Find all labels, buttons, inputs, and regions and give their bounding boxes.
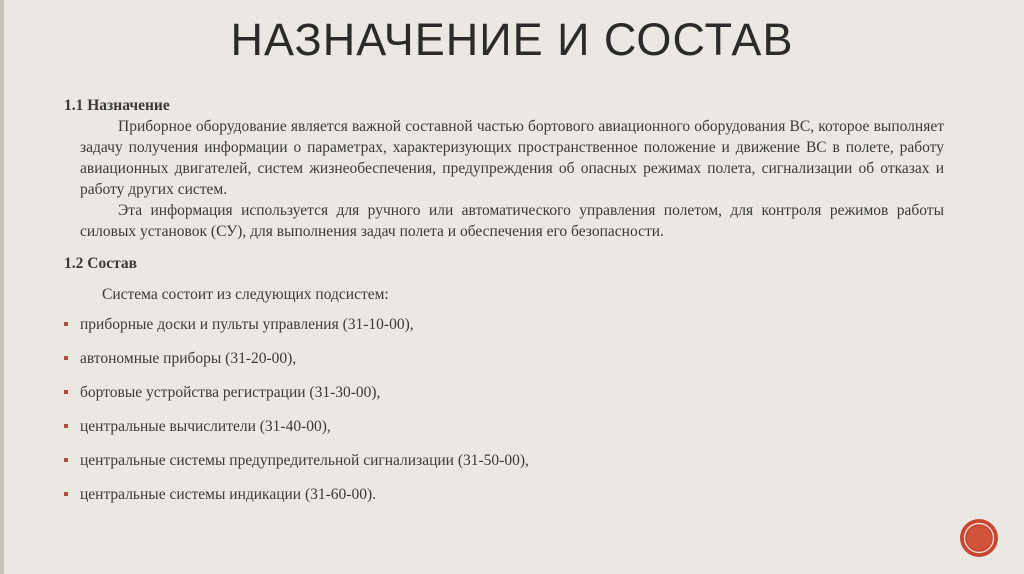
- section-2-heading: 1.2 Состав: [64, 255, 137, 272]
- list-item: [64, 450, 944, 484]
- list-item-text: центральные вычислители (31-40-00),: [80, 418, 331, 435]
- list-item-text: приборные доски и пульты управления (31-10-00),: [80, 316, 414, 333]
- bullet-icon: [64, 424, 68, 428]
- list-item: [64, 348, 944, 382]
- circle-badge-icon: [959, 518, 999, 558]
- section-1-paragraph-1: Приборное оборудование является важной составной частью бортового авиационного оборудования ВС, которое выполняет задачу получения информации о параметрах, характеризующих пространственное положение и движение ВС в полете, работу авиационных двигателей, систем жизнеобеспечения, предупреждения об опасных режимах полета, сигнализации об отказах и работу других систем.: [80, 118, 944, 198]
- bullet-icon: [64, 458, 68, 462]
- list-item: [64, 382, 944, 416]
- page-title: НАЗНАЧЕНИЕ И СОСТАВ: [230, 14, 794, 65]
- bullet-icon: [64, 356, 68, 360]
- list-item: [64, 484, 944, 518]
- list-item-text: центральные системы индикации (31-60-00).: [80, 486, 376, 503]
- list-item-text: центральные системы предупредительной сигнализации (31-50-00),: [80, 452, 529, 469]
- section-2-intro: Система состоит из следующих подсистем:: [102, 286, 389, 303]
- section-1-heading: 1.1 Назначение: [64, 97, 170, 114]
- left-accent-bar: [0, 0, 4, 574]
- bullet-icon: [64, 390, 68, 394]
- subsystem-list: [64, 314, 944, 518]
- list-item-text: бортовые устройства регистрации (31-30-00),: [80, 384, 381, 401]
- list-item-text: автономные приборы (31-20-00),: [80, 350, 297, 367]
- list-item: [64, 416, 944, 450]
- bullet-icon: [64, 322, 68, 326]
- slide-number-badge: [959, 518, 999, 558]
- slide-content: [64, 96, 944, 518]
- section-1-paragraph-2: Эта информация используется для ручного или автоматического управления полетом, для контроля режимов работы силовых установок (СУ), для выполнения задач полета и обеспечения его безопасности.: [80, 202, 944, 240]
- bullet-icon: [64, 492, 68, 496]
- list-item: [64, 314, 944, 348]
